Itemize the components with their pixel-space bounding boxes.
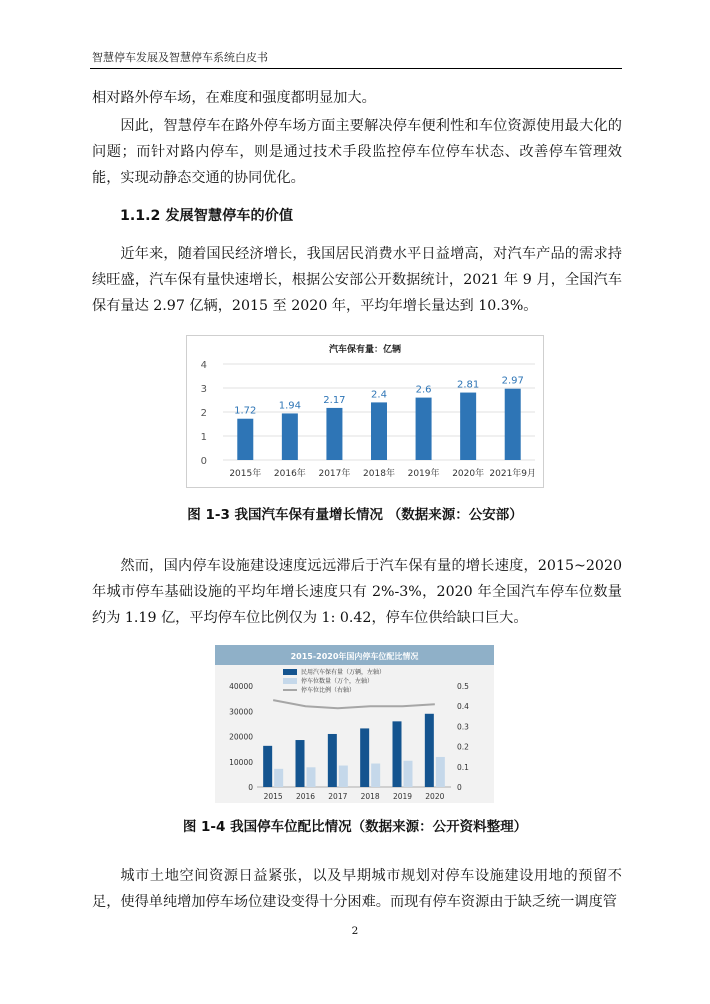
left-y-tick-label: 0: [248, 783, 253, 792]
x-tick-label: 2018: [360, 792, 380, 801]
legend-label-ratio: 停车位比例（右轴）: [301, 687, 356, 694]
bar-parking-spaces: [307, 767, 316, 787]
right-y-tick-label: 0: [457, 783, 462, 792]
x-tick-label: 2015年: [229, 469, 262, 479]
bar: [460, 393, 476, 460]
bar-vehicles: [360, 728, 369, 787]
x-tick-label: 2019: [392, 792, 413, 801]
left-y-tick-label: 20000: [229, 732, 253, 742]
page-number: 2: [351, 925, 359, 937]
bar: [505, 389, 521, 460]
left-y-tick-label: 40000: [229, 682, 253, 691]
x-tick-label: 2017年: [318, 469, 351, 479]
paragraph-3: 近年来，随着国民经济增长，我国居民消费水平日益增高，对汽车产品的需求持续旺盛，汽车保有量快速增长，根据公安部公开数据统计，2021 年 9 月，全国汽车保有量达 2.97 亿辆，2015 至 2020 年，平均年增长量达到 10.3%。: [92, 246, 622, 314]
car-ownership-bar-chart: [187, 336, 543, 487]
data-label: 2.17: [323, 394, 346, 406]
bar: [326, 408, 342, 460]
paragraph-1: 相对路外停车场，在难度和强度都明显加大。: [92, 90, 376, 106]
x-tick-label: 2020年: [452, 469, 485, 479]
bar-parking-spaces: [371, 764, 380, 787]
bar-vehicles: [425, 714, 434, 787]
bar: [371, 402, 387, 460]
section-heading: 1.1.2 发展智慧停车的价值: [120, 208, 294, 224]
bar-parking-spaces: [404, 761, 413, 787]
right-y-tick-label: 0.2: [457, 742, 469, 752]
x-tick-label: 2018年: [363, 469, 395, 479]
figure-parking-ratio: [215, 645, 494, 803]
parking-ratio-combo-chart: [215, 645, 494, 803]
data-label: 2.81: [457, 379, 480, 391]
x-tick-label: 2017: [328, 792, 348, 801]
paragraph-2: 因此，智慧停车在路外停车场方面主要解决停车便利性和车位资源使用最大化的问题；而针对路内停车，则是通过技术手段监控停车位停车状态、改善停车管理效能，实现动静态交通的协同优化。: [92, 118, 622, 186]
bar: [237, 419, 253, 460]
paragraph-5: 城市土地空间资源日益紧张，以及早期城市规划对停车设施建设用地的预留不足，使得单纯增加停车场位建设变得十分困难。而现有停车资源由于缺乏统一调度管: [92, 868, 622, 910]
right-y-tick-label: 0.3: [457, 722, 469, 732]
data-label: 2.97: [501, 375, 524, 387]
x-tick-label: 2020: [425, 792, 445, 801]
legend-swatch-vehicles: [283, 669, 297, 675]
left-y-tick-label: 30000: [229, 707, 253, 717]
bar: [282, 413, 298, 460]
bar-vehicles: [328, 734, 337, 787]
figure-1-3-caption: 图 1-3 我国汽车保有量增长情况 （数据来源：公安部）: [187, 507, 523, 523]
paragraph-4: 然而，国内停车设施建设速度远远滞后于汽车保有量的增长速度，2015~2020 年城市停车基础设施的平均年增长速度只有 2%-3%，2020 年全国汽车停车位数量约为 1.19 亿，平均停车位比例仅为 1: 0.42，停车位供给缺口巨大。: [92, 558, 622, 626]
bar-vehicles: [296, 740, 305, 787]
chart-title: 2015-2020年国内停车位配比情况: [290, 652, 419, 661]
right-y-tick-label: 0.4: [457, 702, 469, 712]
data-label: 2.6: [415, 384, 432, 396]
header-rule: [90, 68, 622, 69]
bar-vehicles: [263, 746, 272, 787]
x-tick-label: 2021年9月: [489, 469, 537, 479]
chart-title: 汽车保有量：亿辆: [328, 345, 402, 355]
right-y-tick-label: 0.1: [457, 762, 469, 772]
y-tick-label: 2: [200, 408, 207, 419]
y-tick-label: 4: [200, 360, 207, 371]
right-y-tick-label: 0.5: [457, 682, 469, 691]
legend-label-vehicles: 民用汽车保有量（万辆，左轴）: [301, 669, 386, 676]
bar-parking-spaces: [274, 769, 283, 787]
line-parking-ratio: [273, 700, 435, 708]
y-tick-label: 1: [200, 432, 207, 443]
data-label: 2.4: [371, 389, 387, 401]
legend-label-parking-spaces: 停车位数量（万个，左轴）: [301, 678, 374, 685]
bar-parking-spaces: [436, 757, 445, 787]
bar: [416, 398, 432, 460]
figure-1-4-caption: 图 1-4 我国停车位配比情况（数据来源：公开资料整理）: [182, 819, 528, 835]
data-label: 1.94: [278, 400, 301, 412]
bar-vehicles: [393, 721, 402, 787]
x-tick-label: 2016: [295, 792, 316, 801]
x-tick-label: 2019年: [407, 469, 440, 479]
figure-car-ownership: [186, 335, 544, 488]
y-tick-label: 0: [200, 456, 207, 467]
y-tick-label: 3: [200, 384, 207, 395]
document-header: 智慧停车发展及智慧停车系统白皮书: [92, 51, 268, 64]
data-label: 1.72: [234, 405, 257, 417]
legend-swatch-parking-spaces: [283, 678, 297, 684]
x-tick-label: 2016年: [273, 469, 306, 479]
left-y-tick-label: 10000: [229, 757, 253, 767]
x-tick-label: 2015: [263, 792, 283, 801]
bar-parking-spaces: [339, 766, 348, 787]
